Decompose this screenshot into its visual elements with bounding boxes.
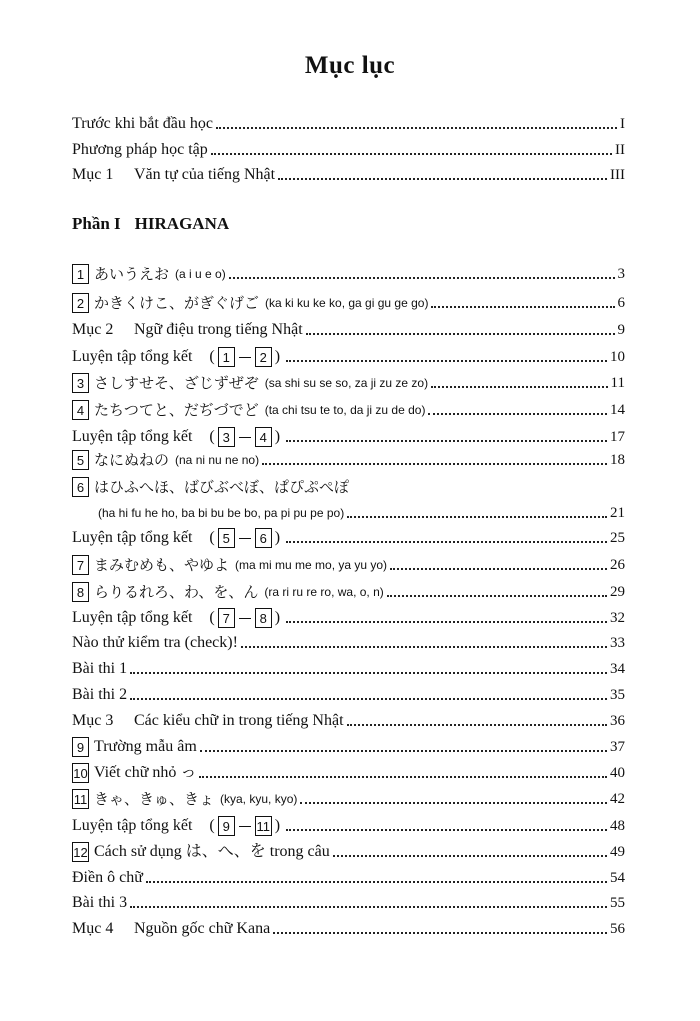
range-start-box: 1: [218, 347, 235, 367]
toc-entry: [72, 163, 625, 185]
lesson-number-box: 9: [72, 737, 89, 757]
lesson-range: [206, 608, 283, 628]
toc-entry: [72, 398, 625, 420]
entry-title: Trường mẫu âm: [94, 738, 197, 755]
page-number: 48: [610, 818, 625, 834]
entry-title: Trước khi bắt đầu học: [72, 115, 213, 132]
page-number: II: [615, 142, 625, 158]
toc-entry: [72, 787, 625, 809]
page-number: 49: [610, 844, 625, 860]
toc-entry: [72, 318, 625, 340]
dot-leader: [130, 672, 607, 674]
toc-entry: [72, 891, 625, 913]
range-start-box: 3: [218, 427, 235, 447]
toc-entry: [72, 425, 625, 447]
page-number: III: [610, 167, 625, 183]
dot-leader: [333, 855, 607, 857]
page-number: 54: [610, 870, 625, 886]
page-number: 32: [610, 610, 625, 626]
lesson-number-box: 6: [72, 477, 89, 497]
entry-title: Điền ô chữ: [72, 869, 143, 886]
entry-title: Bài thi 1: [72, 660, 128, 677]
page-number: 29: [610, 584, 625, 600]
page-number: 35: [610, 687, 625, 703]
dot-leader: [216, 127, 617, 129]
range-end-box: 6: [255, 528, 272, 548]
page-number: 40: [610, 765, 625, 781]
lesson-number-box: 1: [72, 264, 89, 284]
page-number: I: [620, 116, 625, 132]
romaji-text: (a i u e o): [175, 267, 226, 281]
toc-entry: [72, 371, 625, 393]
dot-leader: [347, 516, 607, 518]
toc-entry: [72, 657, 625, 679]
page-number: 14: [610, 402, 625, 418]
kana-text: はひふへほ、ばびぶべぼ、ぱぴぷぺぽ: [94, 478, 350, 496]
page-number: 55: [610, 895, 625, 911]
dot-leader: [130, 906, 607, 908]
dot-leader: [146, 881, 607, 883]
romaji-text: (ra ri ru re ro, wa, o, n): [264, 585, 384, 599]
lesson-number-box: 5: [72, 450, 89, 470]
close-paren: ): [274, 428, 281, 445]
dot-leader: [387, 595, 607, 597]
open-paren: (: [209, 428, 215, 445]
entry-title: Viết chữ nhỏ っ: [94, 764, 197, 781]
page-number: 11: [610, 375, 625, 391]
page-number: 6: [617, 295, 625, 311]
toc-entry: [72, 709, 625, 731]
toc-entry: [72, 735, 625, 757]
entry-title: Nào thử kiểm tra (check)!: [72, 634, 238, 651]
page-number: 25: [610, 530, 625, 546]
toc-entry: [72, 448, 625, 470]
dot-leader: [286, 621, 607, 623]
toc-entry: [72, 291, 625, 313]
dot-leader: [286, 541, 607, 543]
range-end-box: 8: [255, 608, 272, 628]
lesson-range: [206, 347, 283, 367]
close-paren: ): [274, 348, 281, 365]
dot-leader: [428, 413, 607, 415]
section-number: Mục 2: [72, 321, 114, 338]
lesson-range: [206, 528, 283, 548]
entry-title: Luyện tập tổng kết: [72, 817, 193, 834]
romaji-text: (ka ki ku ke ko, ga gi gu ge go): [265, 296, 429, 310]
lesson-number-box: 2: [72, 293, 89, 313]
entry-title: Cách sử dụng は、へ、を trong câu: [94, 843, 330, 860]
part-label: Phần I: [72, 214, 121, 233]
dot-leader: [431, 386, 607, 388]
open-paren: (: [209, 529, 215, 546]
page-number: 56: [610, 921, 625, 937]
range-end-box: 2: [255, 347, 272, 367]
toc-entry: [72, 683, 625, 705]
range-start-box: 7: [218, 608, 235, 628]
section-number: Mục 1: [72, 166, 114, 183]
toc-entry: [72, 262, 625, 284]
toc-entry: [72, 553, 625, 575]
range-start-box: 5: [218, 528, 235, 548]
dot-leader: [130, 698, 607, 700]
page-number: 42: [610, 791, 625, 807]
range-dash: [239, 826, 251, 827]
dot-leader: [273, 932, 607, 934]
romaji-text: (ta chi tsu te to, da ji zu de do): [264, 403, 426, 417]
dot-leader: [278, 178, 607, 180]
range-dash: [239, 437, 251, 438]
part-heading: [72, 214, 229, 234]
entry-title: Các kiểu chữ in trong tiếng Nhật: [134, 712, 344, 729]
page-number: 37: [610, 739, 625, 755]
lesson-range: [206, 427, 283, 447]
toc-entry: [72, 112, 625, 134]
kana-text: たちつてと、だぢづでど: [94, 401, 259, 419]
toc-entry: [72, 580, 625, 602]
lesson-number-box: 8: [72, 582, 89, 602]
dot-leader: [286, 360, 607, 362]
romaji-text: (sa shi su se so, za ji zu ze zo): [264, 376, 429, 390]
entry-title: Luyện tập tổng kết: [72, 428, 193, 445]
toc-entry: [72, 840, 625, 862]
section-number: Mục 3: [72, 712, 114, 729]
dot-leader: [347, 724, 607, 726]
range-end-box: 11: [255, 816, 272, 836]
lesson-number-box: 12: [72, 842, 89, 862]
entry-title: Luyện tập tổng kết: [72, 529, 193, 546]
romaji-text: (na ni nu ne no): [175, 453, 260, 467]
page-number: 3: [617, 266, 625, 282]
entry-title: Ngữ điệu trong tiếng Nhật: [134, 321, 303, 338]
lesson-number-box: 3: [72, 373, 89, 393]
open-paren: (: [209, 817, 215, 834]
dot-leader: [262, 463, 607, 465]
page-number: 33: [610, 635, 625, 651]
entry-title: Nguồn gốc chữ Kana: [134, 920, 271, 937]
close-paren: ): [274, 817, 281, 834]
dot-leader: [286, 829, 607, 831]
dot-leader: [211, 153, 612, 155]
dot-leader: [200, 750, 607, 752]
kana-text: なにぬねの: [94, 451, 170, 469]
range-dash: [239, 618, 251, 619]
toc-entry: [72, 345, 625, 367]
toc-entry: [72, 526, 625, 548]
toc-entry: [72, 138, 625, 160]
dot-leader: [431, 306, 614, 308]
range-dash: [239, 538, 251, 539]
dot-leader: [286, 440, 607, 442]
dot-leader: [306, 333, 615, 335]
toc-entry: [72, 606, 625, 628]
entry-title: Phương pháp học tập: [72, 141, 208, 158]
page-number: 26: [610, 557, 625, 573]
dot-leader: [390, 568, 607, 570]
entry-title: Luyện tập tổng kết: [72, 348, 193, 365]
section-number: Mục 4: [72, 920, 114, 937]
toc-entry: [72, 631, 625, 653]
entry-title: Bài thi 3: [72, 894, 128, 911]
toc-entry: [72, 475, 625, 497]
range-end-box: 4: [255, 427, 272, 447]
page-number: 10: [610, 349, 625, 365]
entry-title: Bài thi 2: [72, 686, 128, 703]
kana-text: あいうえお: [94, 265, 170, 283]
open-paren: (: [209, 609, 215, 626]
close-paren: ): [274, 529, 281, 546]
part-name: HIRAGANA: [134, 214, 230, 233]
lesson-number-box: 11: [72, 789, 89, 809]
dot-leader: [229, 277, 615, 279]
entry-title: Văn tự của tiếng Nhật: [134, 166, 276, 183]
page-number: 17: [610, 429, 625, 445]
toc-entry: [72, 917, 625, 939]
close-paren: ): [274, 609, 281, 626]
romaji-text: (kya, kyu, kyo): [220, 792, 298, 806]
toc-entry: [72, 866, 625, 888]
romaji-text: (ma mi mu me mo, ya yu yo): [235, 558, 388, 572]
dot-leader: [300, 802, 607, 804]
kana-text: まみむめも、やゆよ: [94, 556, 230, 574]
romaji-text: (ha hi fu he ho, ba bi bu be bo, pa pi pu pe po): [98, 506, 345, 520]
toc-entry: [72, 814, 625, 836]
dot-leader: [241, 646, 607, 648]
range-start-box: 9: [218, 816, 235, 836]
dot-leader: [199, 776, 607, 778]
page-number: 21: [610, 505, 625, 521]
lesson-number-box: 10: [72, 763, 89, 783]
toc-entry: [72, 761, 625, 783]
page-title: Mục lục: [304, 52, 396, 79]
entry-title: Luyện tập tổng kết: [72, 609, 193, 626]
kana-text: らりるれろ、わ、を、ん: [94, 583, 259, 601]
kana-text: かきくけこ、がぎぐげご: [94, 294, 260, 312]
kana-text: さしすせそ、ざじずぜぞ: [94, 374, 259, 392]
kana-text: きゃ、きゅ、きょ: [94, 790, 215, 808]
page-number: 18: [610, 452, 625, 468]
lesson-number-box: 7: [72, 555, 89, 575]
range-dash: [239, 357, 251, 358]
page-number: 9: [617, 322, 625, 338]
page-number: 36: [610, 713, 625, 729]
toc-entry: [98, 501, 625, 523]
lesson-number-box: 4: [72, 400, 89, 420]
page-number: 34: [610, 661, 625, 677]
open-paren: (: [209, 348, 215, 365]
lesson-range: [206, 816, 283, 836]
